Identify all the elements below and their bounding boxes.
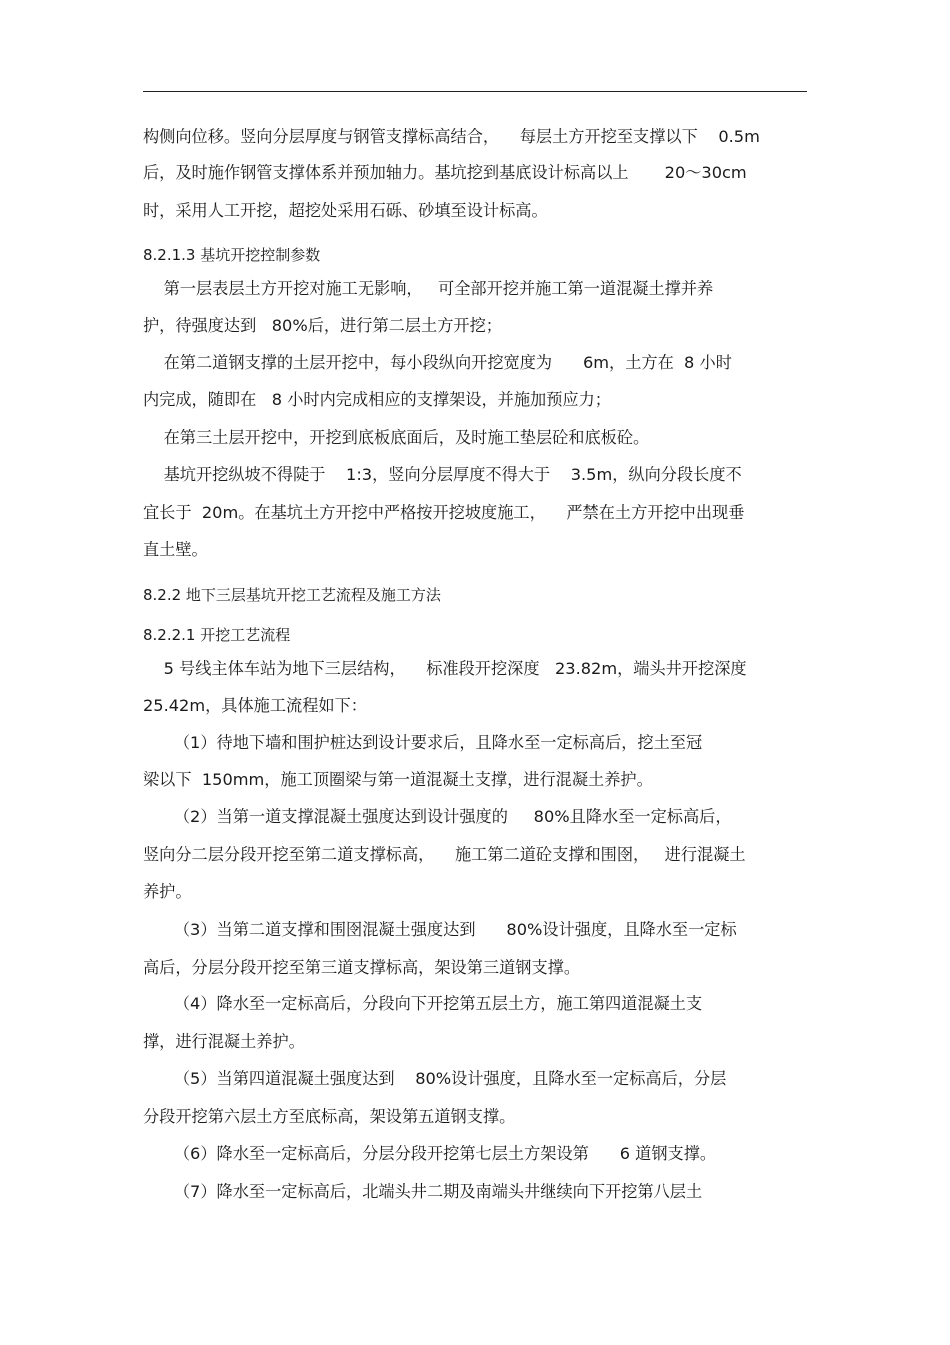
body-line: 构侧向位移。竖向分层厚度与钢管支撑标高结合， 每层土方开挖至支撑以下 0.5m [143,127,760,146]
body-line: 时，采用人工开挖，超挖处采用石砾、砂填至设计标高。 [143,201,548,220]
body-line: 护，待强度达到 80%后，进行第二层土方开挖； [143,316,502,335]
body-line: 竖向分二层分段开挖至第二道支撑标高， 施工第二道砼支撑和围囹， 进行混凝土 [143,845,746,864]
body-line: （1）待地下墙和围护桩达到设计要求后，且降水至一定标高后，挖土至冠 [143,733,703,752]
section-heading: 8.2.1.3 基坑开挖控制参数 [143,246,321,264]
body-line: 梁以下 150mm，施工顶圈梁与第一道混凝土支撑，进行混凝土养护。 [143,770,653,789]
body-line: （4）降水至一定标高后，分段向下开挖第五层土方，施工第四道混凝土支 [143,994,703,1013]
body-line: 在第二道钢支撑的土层开挖中，每小段纵向开挖宽度为 6m，土方在 8 小时 [143,353,732,372]
body-line: 宜长于 20m。在基坑土方开挖中严格按开挖坡度施工， 严禁在土方开挖中出现垂 [143,503,745,522]
section-heading: 8.2.2.1 开挖工艺流程 [143,626,291,644]
body-line: 基坑开挖纵坡不得陡于 1:3，竖向分层厚度不得大于 3.5m，纵向分段长度不 [143,465,742,484]
body-line: 5 号线主体车站为地下三层结构， 标准段开挖深度 23.82m，端头井开挖深度 [143,659,747,678]
body-line: 高后，分层分段开挖至第三道支撑标高，架设第三道钢支撑。 [143,958,581,977]
body-line: （3）当第二道支撑和围囹混凝土强度达到 80%设计强度，且降水至一定标 [143,920,737,939]
body-line: 分段开挖第六层土方至底标高，架设第五道钢支撑。 [143,1107,516,1126]
body-line: 内完成，随即在 8 小时内完成相应的支撑架设，并施加预应力； [143,390,611,409]
body-line: 撑，进行混凝土养护。 [143,1032,305,1051]
section-heading: 8.2.2 地下三层基坑开挖工艺流程及施工方法 [143,586,441,604]
body-line: 在第三土层开挖中，开挖到底板底面后，及时施工垫层砼和底板砼。 [143,428,650,447]
body-line: 25.42m，具体施工流程如下： [143,696,367,715]
body-line: （2）当第一道支撑混凝土强度达到设计强度的 80%且降水至一定标高后， [143,807,732,826]
body-line: 直土壁。 [143,540,208,559]
body-line: （5）当第四道混凝土强度达到 80%设计强度，且降水至一定标高后，分层 [143,1069,727,1088]
body-line: 养护。 [143,882,192,901]
body-line: 第一层表层土方开挖对施工无影响， 可全部开挖并施工第一道混凝土撑并养 [143,279,714,298]
header-rule [143,91,807,92]
body-line: （6）降水至一定标高后，分层分段开挖第七层土方架设第 6 道钢支撑。 [143,1144,717,1163]
body-line: （7）降水至一定标高后，北端头井二期及南端头井继续向下开挖第八层土 [143,1182,703,1201]
body-line: 后，及时施作钢管支撑体系并预加轴力。基坑挖到基底设计标高以上 20～30cm [143,163,747,182]
